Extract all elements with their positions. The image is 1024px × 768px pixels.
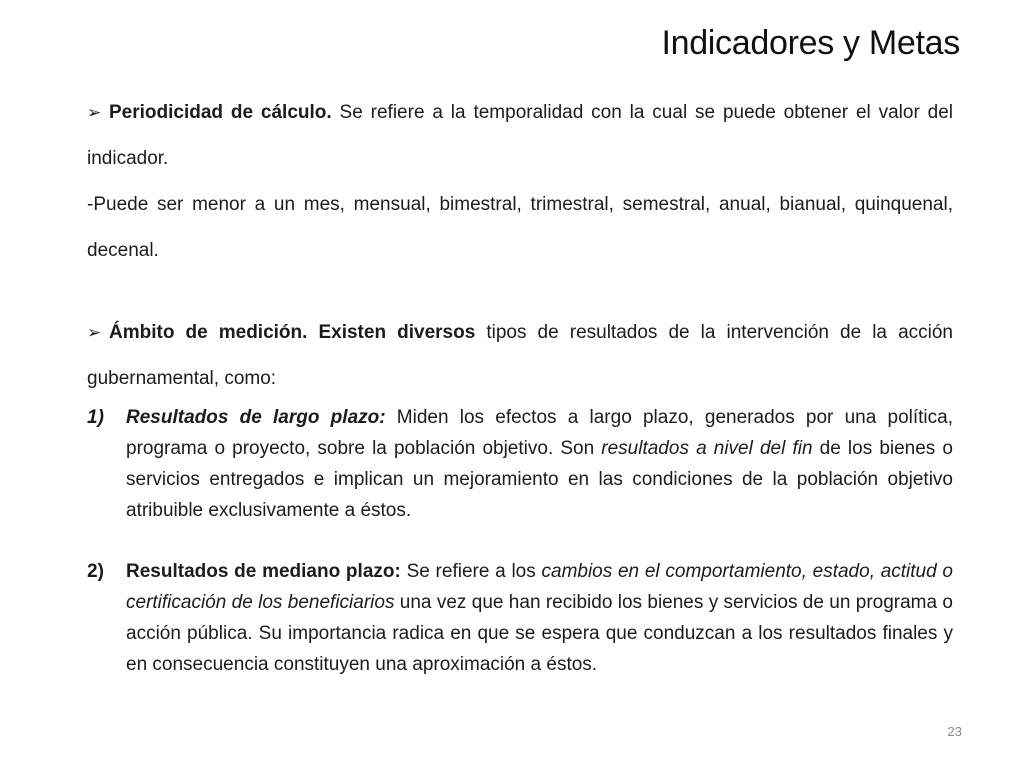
list-item-text: Miden los efectos a largo plazo, generados por una política, programa o proyecto, sobre la población objetivo. Son: [126, 407, 953, 459]
list-spacer: [87, 526, 953, 556]
list-item-text: de los bienes o servicios entregados e implican un mejoramiento en las condiciones de la población objetivo atribuible exclusivamente a éstos.: [126, 438, 953, 521]
list-item-text: una vez que han recibido los bienes y servicios de un programa o acción pública. Su importancia radica en que se espera que conduzcan a los resultados finales y en consecuencia constituyen una aproximación a éstos.: [126, 592, 953, 675]
periodicidad-text: Se refiere a la temporalidad con la cual se puede obtener el valor del indicador.: [87, 102, 954, 169]
list-item-heading: Resultados de mediano plazo:: [126, 561, 401, 582]
list-item-largo-plazo: [87, 402, 953, 526]
arrow-bullet-icon: ➢: [87, 323, 102, 342]
list-item-number: 1): [87, 407, 104, 428]
slide-content: [87, 90, 953, 680]
slide-title: Indicadores y Metas: [661, 24, 960, 62]
list-item-emphasis: cambios en el comportamiento, estado, actitud o certificación de los beneficiarios: [126, 561, 954, 613]
ambito-paragraph: [87, 310, 953, 402]
list-item-mediano-plazo: [87, 556, 953, 680]
periodicidad-term: Periodicidad de cálculo.: [109, 102, 332, 123]
periodicidad-note: -Puede ser menor a un mes, mensual, bimestral, trimestral, semestral, anual, bianual, quinquenal, decenal.: [87, 194, 953, 261]
periodicidad-paragraph: [87, 90, 953, 182]
section-spacer: [87, 274, 953, 310]
list-item-text: Se refiere a los: [400, 561, 542, 582]
page-number: 23: [947, 724, 962, 739]
list-item-heading: Resultados de largo plazo:: [126, 407, 386, 428]
ambito-text: tipos de resultados de la intervención de la acción gubernamental, como:: [87, 322, 953, 389]
list-item-body: [126, 556, 953, 680]
list-item-emphasis: resultados a nivel del fin: [601, 438, 813, 459]
arrow-bullet-icon: ➢: [87, 103, 102, 122]
ambito-term: Ámbito de medición. Existen diversos: [109, 322, 476, 343]
list-item-body: [126, 402, 953, 526]
list-item-number: 2): [87, 561, 104, 582]
